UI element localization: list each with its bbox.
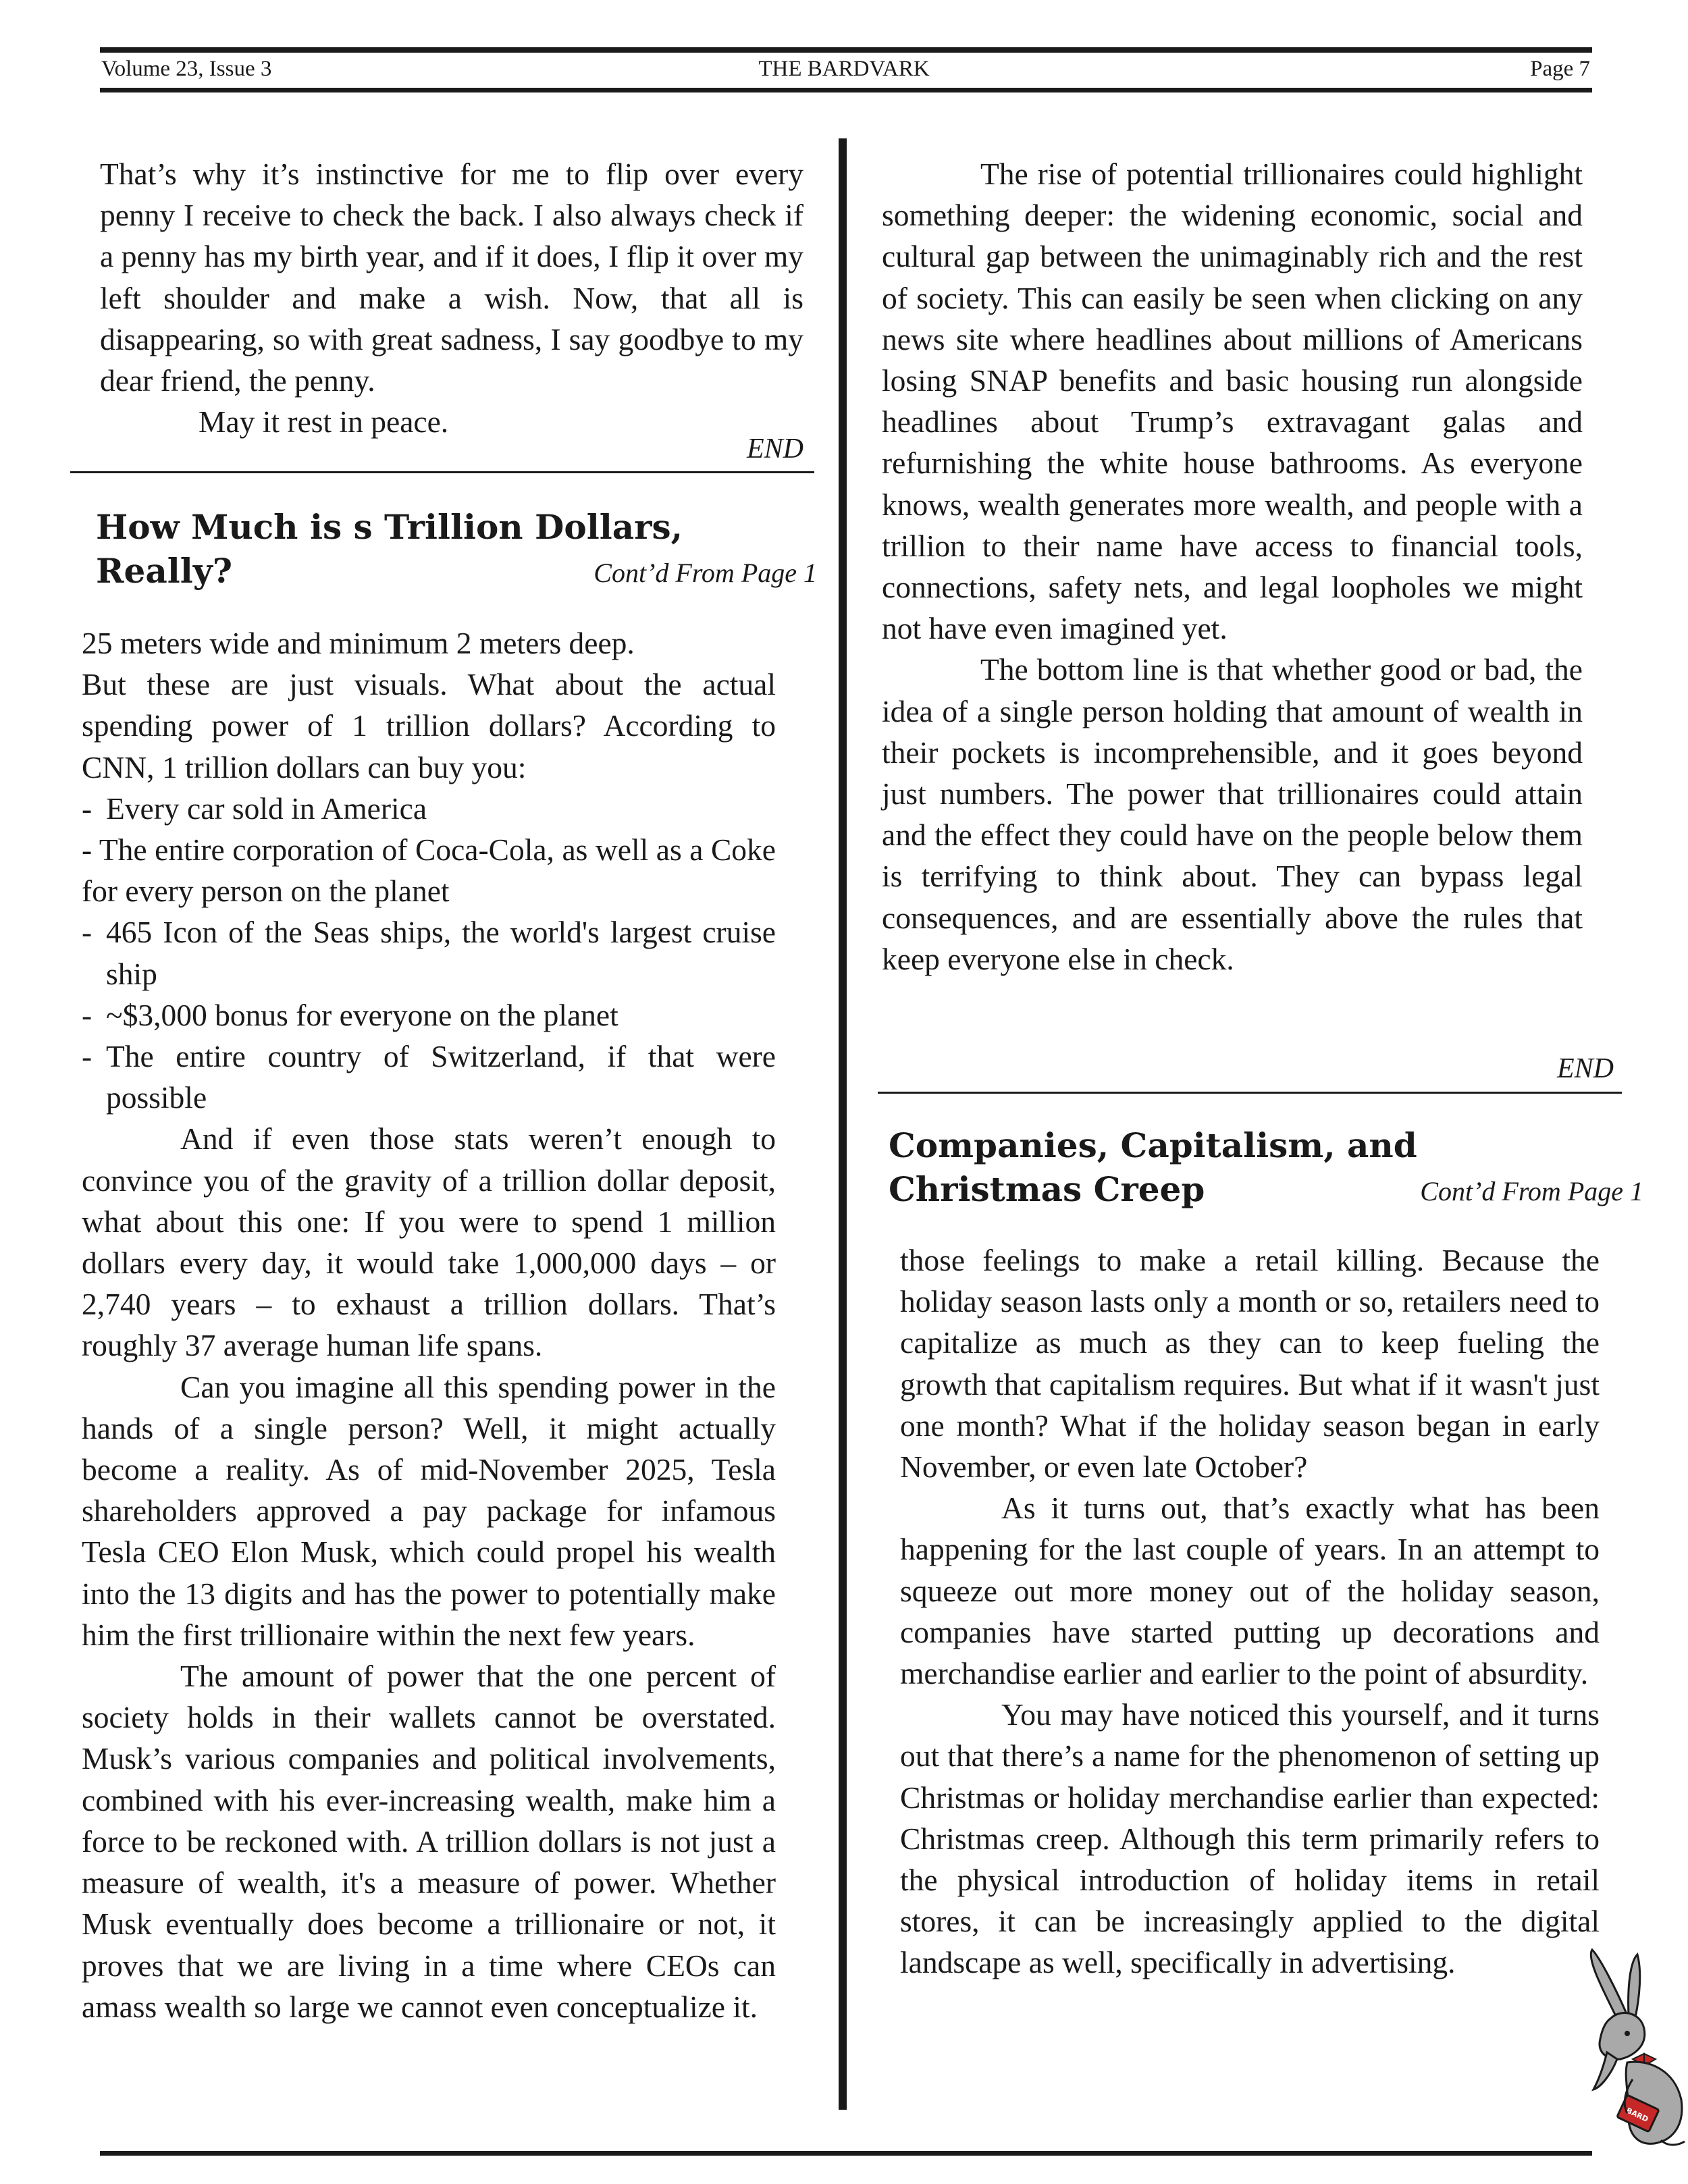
mascot-ear — [1591, 1950, 1627, 2019]
issue-label: Volume 23, Issue 3 — [101, 57, 272, 81]
column-divider — [839, 138, 847, 2110]
mascot-ear — [1629, 1954, 1640, 2017]
trillion-paragraph-2: But these are just visuals. What about the actual spending power of 1 trillion dollars? According to CNN, 1 trillion dollars can buy you: — [82, 667, 776, 784]
penny-paragraph: That’s why it’s instinctive for me to flip over every penny I receive to check the back. I also always check if a penny has my birth year, and if it does, I flip it over my left shoulder and make a wish. Now, that all is disappearing, so with great sadness, I say goodbye to my dear friend, the penny. — [100, 157, 803, 398]
penny-end-rule — [70, 471, 814, 473]
mascot-book-label: BARD — [1625, 2106, 1650, 2124]
christmas-paragraph-3: You may have noticed this yourself, and it turns out that there’s a name for the phenomenon of setting up Christmas or holiday merchandise earlier than expected: Christmas creep. Although this term primarily refers to the physical introduction of holiday items in retail stores, it can be increasingly applied to the digital landscape as well, specifically in advertising. — [900, 1697, 1600, 1980]
list-item: - The entire corporation of Coca-Cola, as well as a Coke for every person on the planet — [82, 832, 776, 909]
christmas-headline-line1: Companies, Capitalism, and — [889, 1125, 1417, 1165]
mascot-snout — [1593, 2052, 1617, 2089]
aardvark-mascot-illustration — [1580, 1944, 1688, 2147]
mascot-eye — [1625, 2031, 1630, 2036]
list-item: - ~$3,000 bonus for everyone on the planet — [82, 997, 618, 1032]
trillion-article-body — [82, 622, 776, 2027]
list-item: - Every car sold in America — [82, 791, 427, 826]
trillion-paragraph-5: The amount of power that the one percent of society holds in their wallets cannot be overstated. Musk’s various companies and political involvements, combined with his ever-increasing wealth, make him a force to be reckoned with. A trillion dollars is not just a measure of wealth, it's a measure of power. Whether Musk eventually does become a trillionaire or not, it proves that we are living in a time where CEOs can amass wealth so large we cannot even conceptualize it. — [82, 1659, 776, 2024]
trillion-headline-line1: How Much is s Trillion Dollars, — [96, 507, 683, 547]
trillion-paragraph-1: 25 meters wide and minimum 2 meters deep. — [82, 626, 635, 660]
newspaper-name: THE BARDVARK — [758, 57, 930, 81]
header-bottom-rule — [100, 88, 1592, 92]
penny-closing: May it rest in peace. — [199, 404, 449, 440]
page-number: Page 7 — [1530, 57, 1590, 81]
penny-end-mark: END — [747, 433, 803, 464]
wealth-gap-end-mark: END — [1557, 1053, 1614, 1084]
christmas-paragraph-2: As it turns out, that’s exactly what has been happening for the last couple of years. In an attempt to squeeze out more money out of the holiday season, companies have started putting up decorations and merchandise earlier and earlier to the point of absurdity. — [900, 1491, 1600, 1691]
wealth-gap-paragraph-2: The bottom line is that whether good or bad, the idea of a single person holding that amount of wealth in their pockets is incomprehensible, and it goes beyond just numbers. The power that trillionaires could attain and the effect they could have on the people below them is terrifying to think about. They can bypass legal consequences, and are essentially above the rules that keep everyone else in check. — [882, 652, 1583, 976]
wealth-gap-article-end — [882, 153, 1583, 980]
christmas-article-body — [900, 1240, 1600, 1983]
trillion-headline-line2: Really? — [96, 551, 233, 591]
christmas-headline-line2: Christmas Creep — [889, 1169, 1205, 1209]
footer-rule — [100, 2151, 1592, 2156]
wealth-gap-paragraph-1: The rise of potential trillionaires could highlight something deeper: the widening economic, social and cultural gap between the unimaginably rich and the rest of society. This can easily be seen when clicking on any news site where headlines about millions of Americans losing SNAP benefits and basic housing run alongside headlines about Trump’s extravagant galas and refurnishing the white house bathrooms. As everyone knows, wealth generates more wealth, and people with a trillion to their name have access to financial tools, connections, safety nets, and legal loopholes we might not have even imagined yet. — [882, 157, 1583, 646]
list-item: - 465 Icon of the Seas ships, the world's largest cruise ship — [82, 915, 776, 991]
penny-article-end — [100, 153, 803, 442]
christmas-continued-label: Cont’d From Page 1 — [1420, 1176, 1643, 1206]
christmas-paragraph-1: those feelings to make a retail killing. Because the holiday season lasts only a month or so, retailers need to capitalize as much as they can to keep fueling the growth that capitalism requires. But what if it wasn't just one month? What if the holiday season began in early November, or even late October? — [900, 1243, 1600, 1485]
list-item: - The entire country of Switzerland, if that were possible — [82, 1039, 776, 1115]
trillion-buy-list-cont — [82, 911, 776, 1118]
wealth-gap-end-rule — [878, 1092, 1622, 1094]
trillion-paragraph-4: Can you imagine all this spending power in the hands of a single person? Well, it might actually become a reality. As of mid-November 2025, Tesla shareholders approved a pay package for infamous Tesla CEO Elon Musk, which could propel his wealth into the 13 digits and has the power to potentially make him the first trillionaire within the next few years. — [82, 1369, 776, 1652]
trillion-paragraph-3: And if even those stats weren’t enough to convince you of the gravity of a trillion dollar deposit, what about this one: If you were to spend 1 million dollars every day, it would take 1,000,000 days – or 2,740 years – to exhaust a trillion dollars. That’s roughly 37 average human life spans. — [82, 1121, 776, 1363]
header-top-rule — [100, 47, 1592, 53]
trillion-buy-list — [82, 788, 776, 829]
trillion-continued-label: Cont’d From Page 1 — [594, 558, 817, 588]
